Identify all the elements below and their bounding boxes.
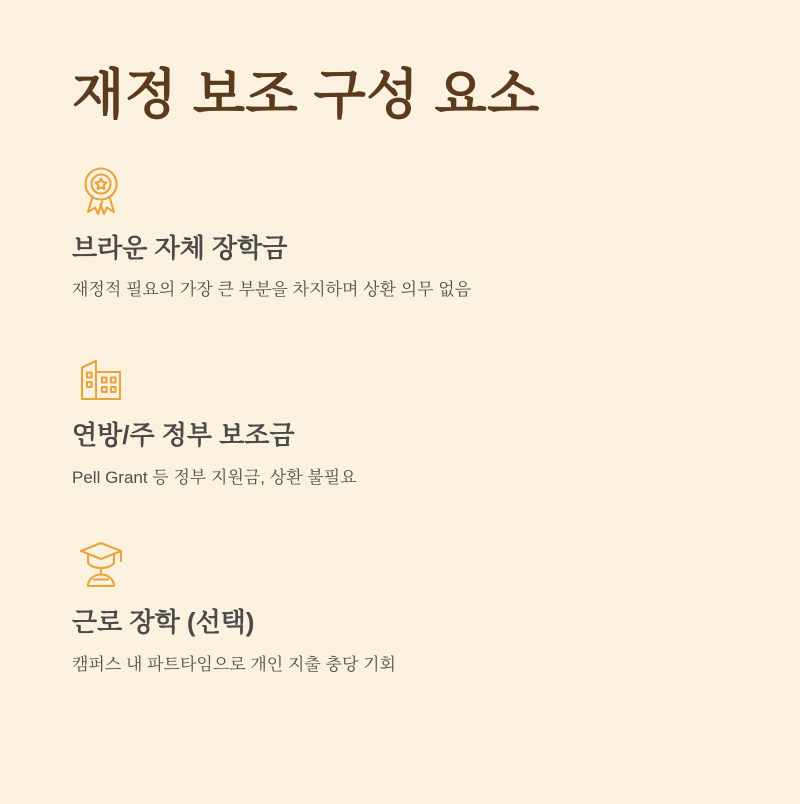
government-building-icon [74,351,128,405]
award-ribbon-icon [74,164,128,218]
list-item-title: 브라운 자체 장학금 [72,232,288,263]
page-title: 재정 보조 구성 요소 [72,65,540,125]
list-item-title: 연방/주 정부 보조금 [72,419,295,450]
list-item [72,164,730,303]
list-item-description: 캠퍼스 내 파트타임으로 개인 지출 충당 기회 [72,655,396,675]
component-list [72,164,730,678]
list-item-description: Pell Grant 등 정부 지원금, 상환 불필요 [72,467,357,487]
list-item [72,538,730,677]
list-item [72,351,730,490]
graduate-student-icon [74,538,128,592]
list-item-description: 재정적 필요의 가장 큰 부분을 차지하며 상환 의무 없음 [72,280,472,300]
list-item-title: 근로 장학 (선택) [72,607,255,638]
